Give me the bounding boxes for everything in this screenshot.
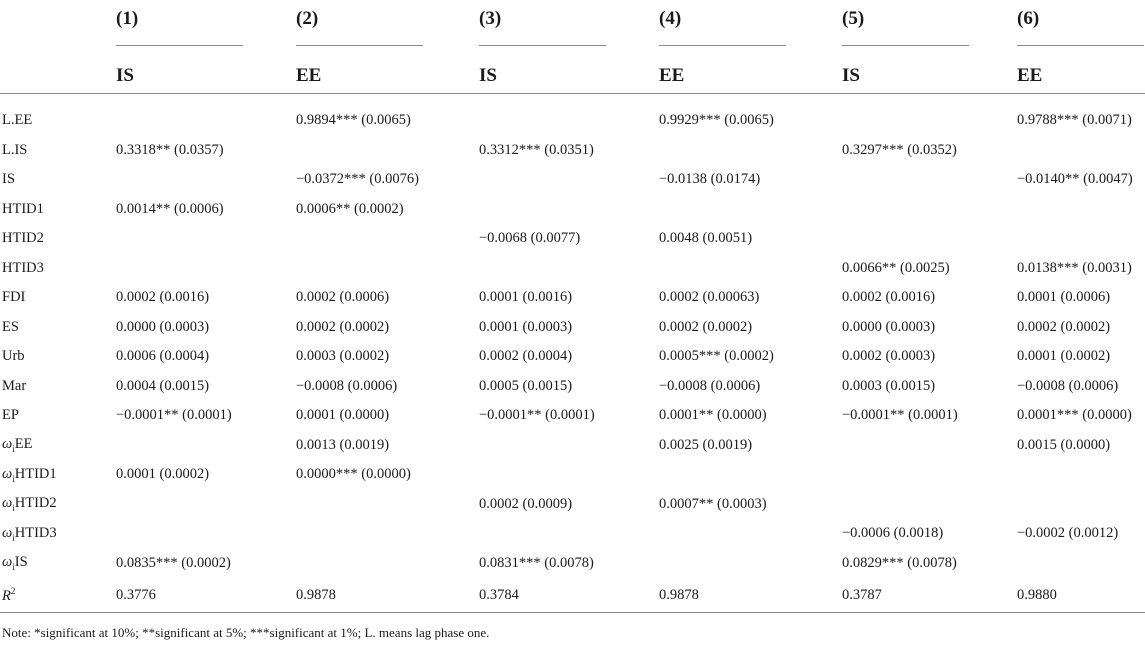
coefficient-cell: 0.0066** (0.0025) xyxy=(842,259,950,276)
coefficient-cell xyxy=(1017,490,1145,520)
dependent-variable: IS xyxy=(116,45,243,87)
table-row xyxy=(0,431,1145,461)
coefficient-cell xyxy=(1017,224,1145,254)
coefficient-cell: 0.0835*** (0.0002) xyxy=(116,554,231,571)
coefficient-cell xyxy=(116,106,296,136)
coefficient-cell: 0.0048 (0.0051) xyxy=(659,230,753,247)
dependent-variable: EE xyxy=(296,45,423,87)
coefficient-cell xyxy=(842,431,1017,461)
coefficient-cell: −0.0068 (0.0077) xyxy=(479,230,581,247)
coefficient-cell xyxy=(842,224,1017,254)
coefficient-cell: −0.0001** (0.0001) xyxy=(116,407,232,424)
column-number: (6) xyxy=(1017,8,1040,29)
coefficient-cell: −0.0138 (0.0174) xyxy=(659,171,761,188)
coefficient-cell: 0.9788*** (0.0071) xyxy=(1017,112,1132,129)
coefficient-cell: 0.0002 (0.0002) xyxy=(659,318,753,335)
table-row xyxy=(0,195,1145,225)
coefficient-cell: 0.0002 (0.0016) xyxy=(116,289,210,306)
coefficient-cell: −0.0008 (0.0006) xyxy=(296,377,398,394)
coefficient-cell xyxy=(1017,460,1145,490)
coefficient-cell xyxy=(116,431,296,461)
coefficient-cell: 0.0002 (0.0004) xyxy=(479,348,573,365)
coefficient-cell: 0.0001*** (0.0000) xyxy=(1017,407,1132,424)
coefficient-cell xyxy=(479,106,659,136)
coefficient-cell xyxy=(479,519,659,549)
coefficient-cell: 0.0001** (0.0000) xyxy=(659,407,767,424)
table-row xyxy=(0,165,1145,195)
dependent-variable: IS xyxy=(842,45,969,87)
coefficient-cell xyxy=(842,195,1017,225)
table-row xyxy=(0,283,1145,313)
row-label: $R^2$ xyxy=(0,578,116,613)
table-row xyxy=(0,460,1145,490)
coefficient-cell: 0.9880 xyxy=(1017,578,1145,613)
column-number: (5) xyxy=(842,8,865,29)
coefficient-cell: −0.0006 (0.0018) xyxy=(842,525,944,542)
coefficient-cell: 0.0831*** (0.0078) xyxy=(479,554,594,571)
coefficient-cell: 0.3297*** (0.0352) xyxy=(842,141,957,158)
corner-cell xyxy=(0,38,116,94)
coefficient-cell: 0.9929*** (0.0065) xyxy=(659,112,774,129)
coefficient-cell xyxy=(296,224,479,254)
coefficient-cell xyxy=(479,431,659,461)
coefficient-cell: 0.0003 (0.0015) xyxy=(842,377,936,394)
row-label: $\omega_iHTID2$ xyxy=(2,495,57,514)
coefficient-cell: 0.3312*** (0.0351) xyxy=(479,141,594,158)
coefficient-cell: 0.0002 (0.0002) xyxy=(1017,318,1111,335)
column-number: (1) xyxy=(116,8,139,29)
coefficient-cell: 0.0000 (0.0003) xyxy=(116,318,210,335)
table-row xyxy=(0,254,1145,284)
coefficient-cell: 0.9878 xyxy=(296,578,479,613)
coefficient-cell xyxy=(116,224,296,254)
coefficient-cell xyxy=(659,195,842,225)
row-label: ES xyxy=(2,318,19,335)
column-number: (4) xyxy=(659,8,682,29)
coefficient-cell: 0.0015 (0.0000) xyxy=(1017,436,1111,453)
coefficient-cell: 0.0002 (0.0009) xyxy=(479,495,573,512)
table-row xyxy=(0,313,1145,343)
coefficient-cell xyxy=(1017,195,1145,225)
coefficient-cell: 0.0001 (0.0002) xyxy=(1017,348,1111,365)
coefficient-cell: 0.0002 (0.0003) xyxy=(842,348,936,365)
coefficient-cell xyxy=(116,165,296,195)
row-label: EP xyxy=(2,407,19,424)
coefficient-cell: −0.0140** (0.0047) xyxy=(1017,171,1133,188)
coefficient-cell: 0.0000 (0.0003) xyxy=(842,318,936,335)
row-label: HTID3 xyxy=(2,259,44,276)
row-label: $\omega_iIS$ xyxy=(2,554,28,573)
coefficient-cell: 0.0002 (0.0002) xyxy=(296,318,390,335)
coefficient-cell xyxy=(296,490,479,520)
row-label: L.EE xyxy=(2,112,33,129)
dependent-variable: EE xyxy=(659,45,786,87)
coefficient-cell xyxy=(296,549,479,579)
coefficient-cell: 0.0829*** (0.0078) xyxy=(842,554,957,571)
table-row xyxy=(0,136,1145,166)
row-label: HTID1 xyxy=(2,200,44,217)
coefficient-cell: 0.0001 (0.0016) xyxy=(479,289,573,306)
dependent-variable: EE xyxy=(1017,45,1144,87)
coefficient-cell xyxy=(479,254,659,284)
coefficient-cell: −0.0008 (0.0006) xyxy=(1017,377,1119,394)
coefficient-cell: 0.0002 (0.0016) xyxy=(842,289,936,306)
table-row xyxy=(0,578,1145,613)
coefficient-cell: 0.0007** (0.0003) xyxy=(659,495,767,512)
coefficient-cell xyxy=(296,519,479,549)
coefficient-cell xyxy=(479,165,659,195)
coefficient-cell: 0.0000*** (0.0000) xyxy=(296,466,411,483)
table-row xyxy=(0,224,1145,254)
coefficient-cell: −0.0002 (0.0012) xyxy=(1017,525,1119,542)
coefficient-cell: −0.0008 (0.0006) xyxy=(659,377,761,394)
coefficient-cell xyxy=(479,460,659,490)
coefficient-cell xyxy=(659,460,842,490)
coefficient-cell: 0.0001 (0.0006) xyxy=(1017,289,1111,306)
table-row xyxy=(0,372,1145,402)
row-label: $\omega_iHTID3$ xyxy=(2,524,57,543)
coefficient-cell: 0.0005*** (0.0002) xyxy=(659,348,774,365)
coefficient-cell: 0.0004 (0.0015) xyxy=(116,377,210,394)
spacer-row xyxy=(0,94,1145,107)
coefficient-cell xyxy=(659,519,842,549)
coefficient-cell xyxy=(659,136,842,166)
column-number: (3) xyxy=(479,8,502,29)
coefficient-cell xyxy=(842,165,1017,195)
coefficient-cell: 0.9878 xyxy=(659,578,842,613)
coefficient-cell: 0.0001 (0.0003) xyxy=(479,318,573,335)
coefficient-cell: 0.3318** (0.0357) xyxy=(116,141,224,158)
coefficient-cell xyxy=(479,195,659,225)
row-label: L.IS xyxy=(2,141,28,158)
row-label: FDI xyxy=(2,289,26,306)
coefficient-cell xyxy=(842,490,1017,520)
table-row xyxy=(0,549,1145,579)
row-label: IS xyxy=(2,171,15,188)
coefficient-cell xyxy=(296,136,479,166)
coefficient-cell xyxy=(1017,549,1145,579)
coefficient-cell xyxy=(659,549,842,579)
table-row xyxy=(0,106,1145,136)
coefficient-cell: 0.0138*** (0.0031) xyxy=(1017,259,1132,276)
row-label: HTID2 xyxy=(2,230,44,247)
coefficient-cell xyxy=(659,254,842,284)
dependent-variable-row xyxy=(0,38,1145,94)
table-note: Note: *significant at 10%; **significant at 5%; ***significant at 1%; L. means lag phase one. xyxy=(2,625,490,640)
table-row xyxy=(0,519,1145,549)
table-row xyxy=(0,342,1145,372)
row-label: $\omega_iEE$ xyxy=(2,436,33,455)
coefficient-cell: 0.0002 (0.00063) xyxy=(659,289,760,306)
table-body xyxy=(0,94,1145,613)
coefficient-cell xyxy=(116,254,296,284)
coefficient-cell: 0.0006** (0.0002) xyxy=(296,200,404,217)
coefficient-cell: 0.3784 xyxy=(479,578,659,613)
coefficient-cell: 0.0005 (0.0015) xyxy=(479,377,573,394)
coefficient-cell: −0.0001** (0.0001) xyxy=(479,407,595,424)
row-label: Urb xyxy=(2,348,25,365)
coefficient-cell: 0.3787 xyxy=(842,578,1017,613)
row-label: Mar xyxy=(2,377,27,394)
coefficient-cell: 0.0014** (0.0006) xyxy=(116,200,224,217)
coefficient-cell: 0.0002 (0.0006) xyxy=(296,289,390,306)
coefficient-cell: 0.0003 (0.0002) xyxy=(296,348,390,365)
table-row xyxy=(0,490,1145,520)
corner-cell xyxy=(0,0,116,38)
coefficient-cell: 0.0006 (0.0004) xyxy=(116,348,210,365)
coefficient-cell: 0.0001 (0.0000) xyxy=(296,407,390,424)
column-number-row xyxy=(0,0,1145,38)
dependent-variable: IS xyxy=(479,45,606,87)
row-label: $\omega_iHTID1$ xyxy=(2,465,57,484)
coefficient-cell: 0.9894*** (0.0065) xyxy=(296,112,411,129)
table-row xyxy=(0,401,1145,431)
coefficient-cell xyxy=(116,519,296,549)
coefficient-cell xyxy=(842,460,1017,490)
coefficient-cell: 0.0001 (0.0002) xyxy=(116,466,210,483)
coefficient-cell xyxy=(116,490,296,520)
coefficient-cell xyxy=(1017,136,1145,166)
coefficient-cell: −0.0372*** (0.0076) xyxy=(296,171,419,188)
coefficient-cell: 0.0025 (0.0019) xyxy=(659,436,753,453)
coefficient-cell xyxy=(296,254,479,284)
coefficient-cell: 0.0013 (0.0019) xyxy=(296,436,390,453)
coefficient-cell: 0.3776 xyxy=(116,578,296,613)
coefficient-cell: −0.0001** (0.0001) xyxy=(842,407,958,424)
column-number: (2) xyxy=(296,8,319,29)
coefficient-cell xyxy=(842,106,1017,136)
